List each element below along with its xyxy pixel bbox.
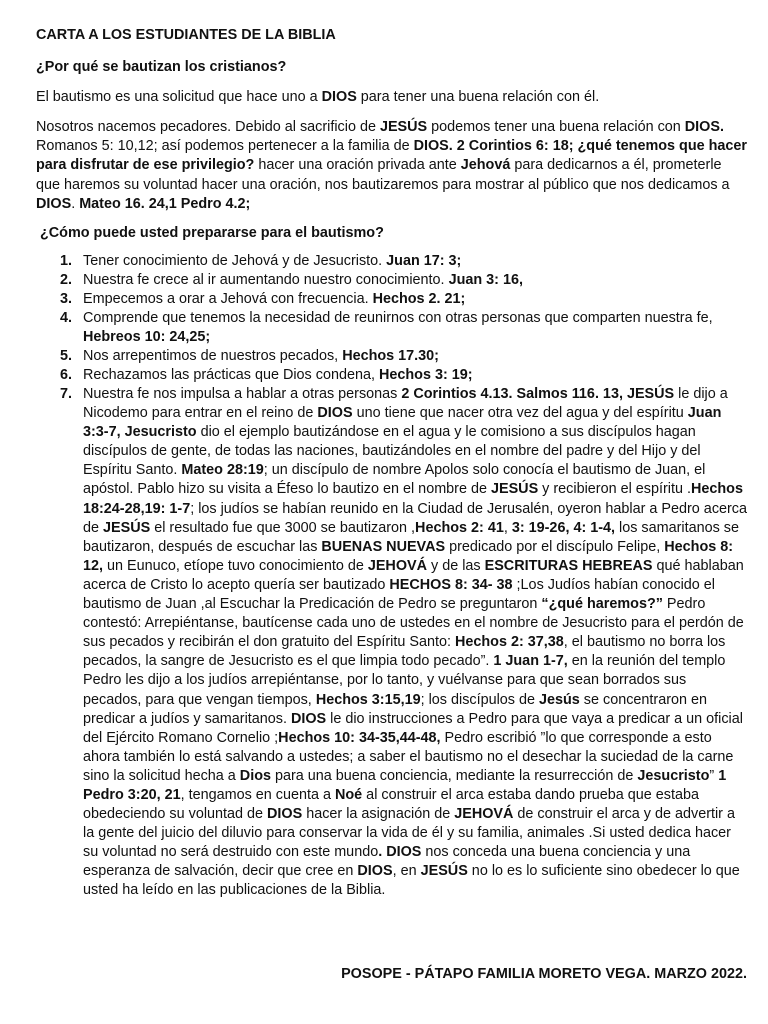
text-run: Pedro contestó: Arrepiéntanse, bautícense cada uno de ustedes en el nombre de Jesucristo para el perdón de sus pecados y recibirán el don gratuito del Espíritu Santo: [83, 596, 744, 651]
bold-text-run: Hechos 8: 12, [83, 538, 734, 574]
step-number: 5. [60, 348, 73, 364]
bold-text-run: Jesucristo [637, 767, 710, 784]
bold-text-run: Dios [239, 767, 271, 784]
text-run: ; los discípulos de [420, 691, 539, 708]
paragraph-2 [36, 118, 748, 214]
text-run: ; un discípulo de nombre Apolos solo conocía el bautismo de Juan, el apóstol. Pablo hizo su visita a Éfeso lo bautizo en el nombre de [83, 462, 706, 498]
step-number: 3. [60, 291, 73, 307]
bold-text-run: Jehová [460, 157, 511, 174]
step-item [36, 309, 748, 347]
bold-text-run: JESÚS [103, 519, 151, 536]
text-run: predicado por el discípulo Felipe, [445, 538, 665, 555]
text-run: Nuestra fe nos impulsa a hablar a otras personas [83, 386, 402, 402]
bold-text-run: JESÚS [490, 481, 539, 498]
step-text [83, 253, 461, 269]
step-text [83, 310, 713, 345]
bold-text-run: ESCRITURAS HEBREAS [484, 557, 653, 574]
text-run: para una buena conciencia, mediante la resurrección de [270, 767, 638, 784]
steps-list [36, 252, 748, 901]
bold-text-run: JESÚS [379, 119, 428, 135]
step-number: 4. [60, 310, 73, 326]
text-run: se concentraron en predicar a judíos y samaritanos. [83, 691, 708, 727]
text-run: para tener una buena relación con él. [356, 89, 600, 105]
bold-text-run: Hechos 2: 41 [415, 519, 504, 536]
text-run: Comprende que tenemos la necesidad de reunirnos con otras personas que comparten nuestra fe, [83, 310, 713, 326]
bold-text-run: DIOS [267, 806, 303, 823]
step-text [83, 367, 473, 383]
bold-text-run: Hechos 2. 21; [372, 291, 466, 307]
bold-text-run: DIOS [36, 195, 72, 212]
bold-text-run: Jesús [539, 691, 580, 708]
step-text [83, 272, 523, 288]
bold-text-run: JEHOVÁ [454, 806, 514, 823]
step-item [36, 252, 748, 271]
text-run: los samaritanos se bautizaron, después de escuchar las [83, 519, 740, 555]
text-run: le dijo a Nicodemo para entrar en el reino de [83, 386, 728, 422]
bold-text-run: DIOS. 2 Corintios 6: 18; ¿qué tenemos que hacer para disfrutar de ese privilegio? [36, 138, 748, 174]
text-run: ;Los Judíos habían conocido el bautismo de Juan ,al Escuchar la Predicación de Pedro se preguntaron [83, 576, 715, 613]
text-run: un Eunuco, etíope tuvo conocimiento de [103, 557, 368, 574]
bold-text-run: Hechos 17.30; [342, 348, 439, 364]
bold-text-run: 1 Juan 1-7, [493, 653, 568, 670]
step-number: 1. [60, 253, 73, 269]
bold-text-run: Juan 17: 3; [386, 253, 462, 269]
bold-text-run: Hechos 2: 37,38 [454, 634, 564, 651]
bold-text-run: BUENAS NUEVAS [321, 538, 446, 555]
step-number: 7. [60, 386, 73, 402]
bold-text-run: Juan 3: 16, [448, 272, 523, 288]
step-number: 6. [60, 367, 73, 383]
bold-text-run: Hechos 10: 34-35,44-48, [278, 729, 441, 746]
bold-text-run: DIOS [317, 405, 353, 422]
text-run: de construir el arca y de advertir a la gente del juicio del diluvio para conservar la vida de él y su familia, animales .Si usted dedica hacer su voluntad no será destruido con este mundo [83, 806, 735, 861]
text-run: , [503, 519, 512, 536]
bold-text-run: 3: 19-26, 4: 1-4, [511, 519, 616, 536]
bold-text-run: “¿qué haremos?” [541, 596, 663, 613]
text-run: nos conceda una buena conciencia y una esperanza de salvación, decir que cree en [83, 844, 691, 880]
bold-text-run: Hechos 18:24-28,19: 1-7 [83, 481, 743, 517]
bold-text-run: 1 Pedro 3:20, 21 [83, 767, 727, 803]
bold-text-run: 2 Corintios 4.13. Salmos 116. 13, JESÚS [401, 386, 675, 402]
text-run: , tengamos en cuenta a [180, 786, 335, 803]
text-run: ; los judíos se habían reunido en la Ciudad de Jerusalén, oyeron hablar a Pedro acerca de [83, 500, 748, 536]
text-run: Tener conocimiento de Jehová y de Jesucristo. [83, 253, 387, 269]
step-text [83, 386, 747, 898]
text-run: Nosotros nacemos pecadores. Debido al sacrificio de [36, 119, 380, 135]
text-run: , el bautismo no borra los pecados, la sangre de Jesucristo es el que limpia todo pecado”. [83, 634, 726, 670]
bold-text-run: Mateo 28:19 [181, 462, 264, 479]
text-run: Nuestra fe crece al ir aumentando nuestro conocimiento. [83, 272, 449, 288]
bold-text-run: Hechos 3:15,19 [315, 691, 421, 708]
text-run: dio el ejemplo bautizándose en el agua y le comisiono a sus discípulos hagan discípulos de gente, de todas las naciones, bautizándoles en el nombre del padre y del Hijo y del Espíritu Santo. [83, 424, 701, 479]
text-run: uno tiene que nacer otra vez del agua y del espíritu [352, 405, 688, 422]
text-run: Rechazamos las prácticas que Dios condena, [83, 367, 379, 383]
bold-text-run: DIOS [357, 863, 393, 880]
bold-text-run: DIOS. [684, 119, 724, 135]
bold-text-run: . DIOS [378, 844, 422, 861]
text-run: Pedro escribió ”lo que corresponde a esto ahora también lo está salvando a ustedes; a saber el bautismo no el desechar la suciedad de la carne sino la solicitud hecha a [83, 729, 734, 784]
text-run: . [71, 195, 80, 212]
step-number: 2. [60, 272, 73, 288]
bold-text-run: Hechos 3: 19; [378, 367, 473, 383]
bold-text-run: DIOS [321, 89, 357, 105]
bold-text-run: Noé [335, 786, 363, 803]
bold-text-run: HECHOS 8: 34- 38 [389, 576, 513, 593]
text-run: y recibieron el espíritu . [538, 481, 691, 498]
text-run: al construir el arca estaba dando prueba que estaba obedeciendo su voluntad de [83, 786, 699, 823]
text-run: Romanos 5: 10,12; así podemos pertenecer a la familia de [36, 138, 414, 155]
text-run: hacer una oración privada ante [254, 157, 461, 174]
text-run: qué hablaban acerca de Cristo lo acepto quería ser bautizado [83, 557, 744, 593]
step-item [36, 347, 748, 366]
text-run: podemos tener una buena relación con [427, 119, 685, 135]
text-run: le dio instrucciones a Pedro para que vaya a predicar a un oficial del Ejército Romano Cornelio ; [83, 710, 743, 746]
bold-text-run: JEHOVÁ [367, 557, 428, 574]
bold-text-run: Mateo 16. 24,1 Pedro 4.2; [79, 195, 251, 212]
bold-text-run: Juan 3:3-7, Jesucristo [83, 405, 722, 441]
bold-text-run: Hebreos 10: 24,25; [83, 329, 211, 345]
bold-text-run: JESÚS [420, 863, 468, 880]
paragraph-1 [36, 88, 746, 107]
text-run: Nos arrepentimos de nuestros pecados, [83, 348, 343, 364]
text-run: Empecemos a orar a Jehová con frecuencia. [83, 291, 373, 307]
signature-line: POSOPE - PÁTAPO FAMILIA MORETO VEGA. MARZO 2022. [341, 966, 747, 982]
step-text [83, 348, 439, 364]
bold-text-run: DIOS [290, 710, 327, 727]
document-title: CARTA A LOS ESTUDIANTES DE LA BIBLIA [36, 27, 336, 43]
step-item [36, 271, 748, 290]
text-run: para dedicarnos a él, prometerle que haremos su voluntad hacer una oración, nos bautizaremos para mostrar al público que nos dedicamos a [36, 157, 730, 193]
question-heading-1: ¿Por qué se bautizan los cristianos? [36, 59, 287, 75]
text-run: , en [392, 863, 421, 880]
text-run: en la reunión del templo Pedro les dijo a los judíos arrepiéntanse, por lo tanto, y vuélvanse para que sean borrados sus pecados, para que vengan tiempos, [83, 653, 726, 708]
text-run: el resultado fue que 3000 se bautizaron , [150, 519, 416, 536]
text-run: no lo es lo suficiente sino obedecer lo que usted ha leído en las publicaciones de la Biblia. [83, 863, 740, 899]
step-item [36, 290, 748, 309]
text-run: ” [709, 767, 719, 784]
step-text [83, 291, 465, 307]
text-run: El bautismo es una solicitud que hace uno a [36, 89, 322, 105]
question-heading-2: ¿Cómo puede usted prepararse para el bautismo? [40, 225, 384, 241]
text-run: hacer la asignación de [302, 806, 455, 823]
step-item [36, 385, 748, 901]
text-run: y de las [427, 557, 485, 574]
step-item [36, 366, 748, 385]
